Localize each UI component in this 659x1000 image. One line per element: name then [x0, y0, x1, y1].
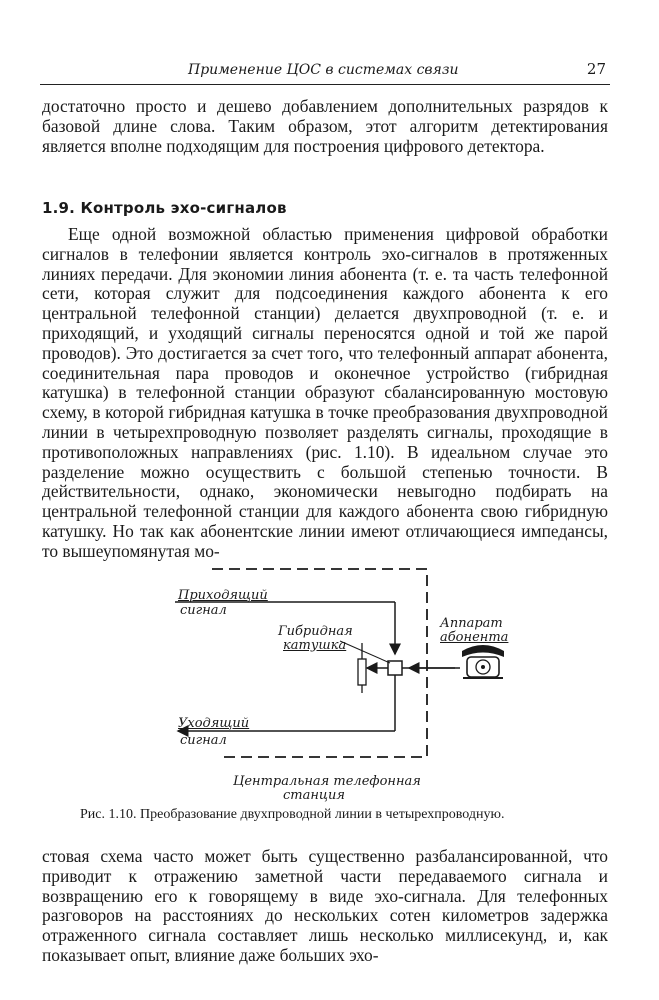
telephone-icon: [462, 645, 504, 678]
running-head: [40, 60, 610, 85]
figure-1-10: [0, 555, 659, 805]
section-heading: 1.9. Контроль эхо-сигналов: [42, 199, 287, 217]
hybrid-label-2: катушка: [283, 638, 347, 653]
hybrid-coil-box: [388, 661, 402, 675]
outgoing-label-2: сигнал: [180, 733, 227, 748]
page-number: 27: [586, 60, 606, 78]
figure-caption: Рис. 1.10. Преобразование двухпроводной линии в четырехпроводную.: [80, 807, 505, 822]
hybrid-label-1: Гибридная: [278, 624, 353, 639]
paragraph-3: стовая схема часто может быть существенно разбалансированной, что приводит к отражению заметной части передаваемого сигнала и возвращению его к говорящему в виде эхо-сигнала. Для телефонных разговоров на расстояниях до нескольких сотен километров задержка отраженного сигнала составляет лишь несколько миллисекунд, и, как показывает опыт, влияние даже больших эхо-: [42, 846, 608, 965]
hybrid-diagram: [0, 555, 659, 805]
phone-label-1: Аппарат: [440, 616, 503, 631]
outgoing-label-1: Уходящий: [178, 716, 250, 731]
paragraph-1: достаточно просто и дешево добавлением дополнительных разрядов к базовой длине слова. Таким образом, этот алгоритм детектирования является вполне подходящим для построения цифрового детектора.: [42, 96, 608, 156]
incoming-label-1: Приходящий: [178, 588, 268, 603]
station-label-1: Центральная телефонная: [233, 774, 421, 789]
paragraph-2: Еще одной возможной областью применения цифровой обработки сигналов в телефонии является контроль эхо-сигналов в протяженных линиях передачи. Для экономии линия абонента (т. е. та часть телефонной сети, которая служит для подсоединения каждого абонента к его центральной телефонной станции) делается двухпроводной (т. е. и приходящий, и уходящий сигналы переносятся одной и той же парой проводов). Это достигается за счет того, что телефонный аппарат абонента, соединительная пара проводов и оконечное устройство (гибридная катушка) в телефонной станции образуют сбалансированную мостовую схему, в которой гибридная катушка в точке преобразования двухпроводной линии в четырехпроводную позволяет разделять сигналы, проходящие в противоположных направлениях (рис. 1.10). В идеальном случае это разделение можно осуществить с большой степенью точности. В действительности, однако, экономически невыгодно подбирать на центральной телефонной станции для каждого абонента свою гибридную катушку. Но так как абонентские линии имеют отличающиеся импедансы, то вышеупомянутая мо-: [42, 224, 608, 561]
incoming-label-2: сигнал: [180, 603, 227, 618]
running-title: Применение ЦОС в системах связи: [188, 62, 459, 78]
balance-resistor: [358, 659, 366, 685]
station-label-2: станция: [283, 788, 345, 803]
phone-label-2: абонента: [440, 630, 509, 645]
